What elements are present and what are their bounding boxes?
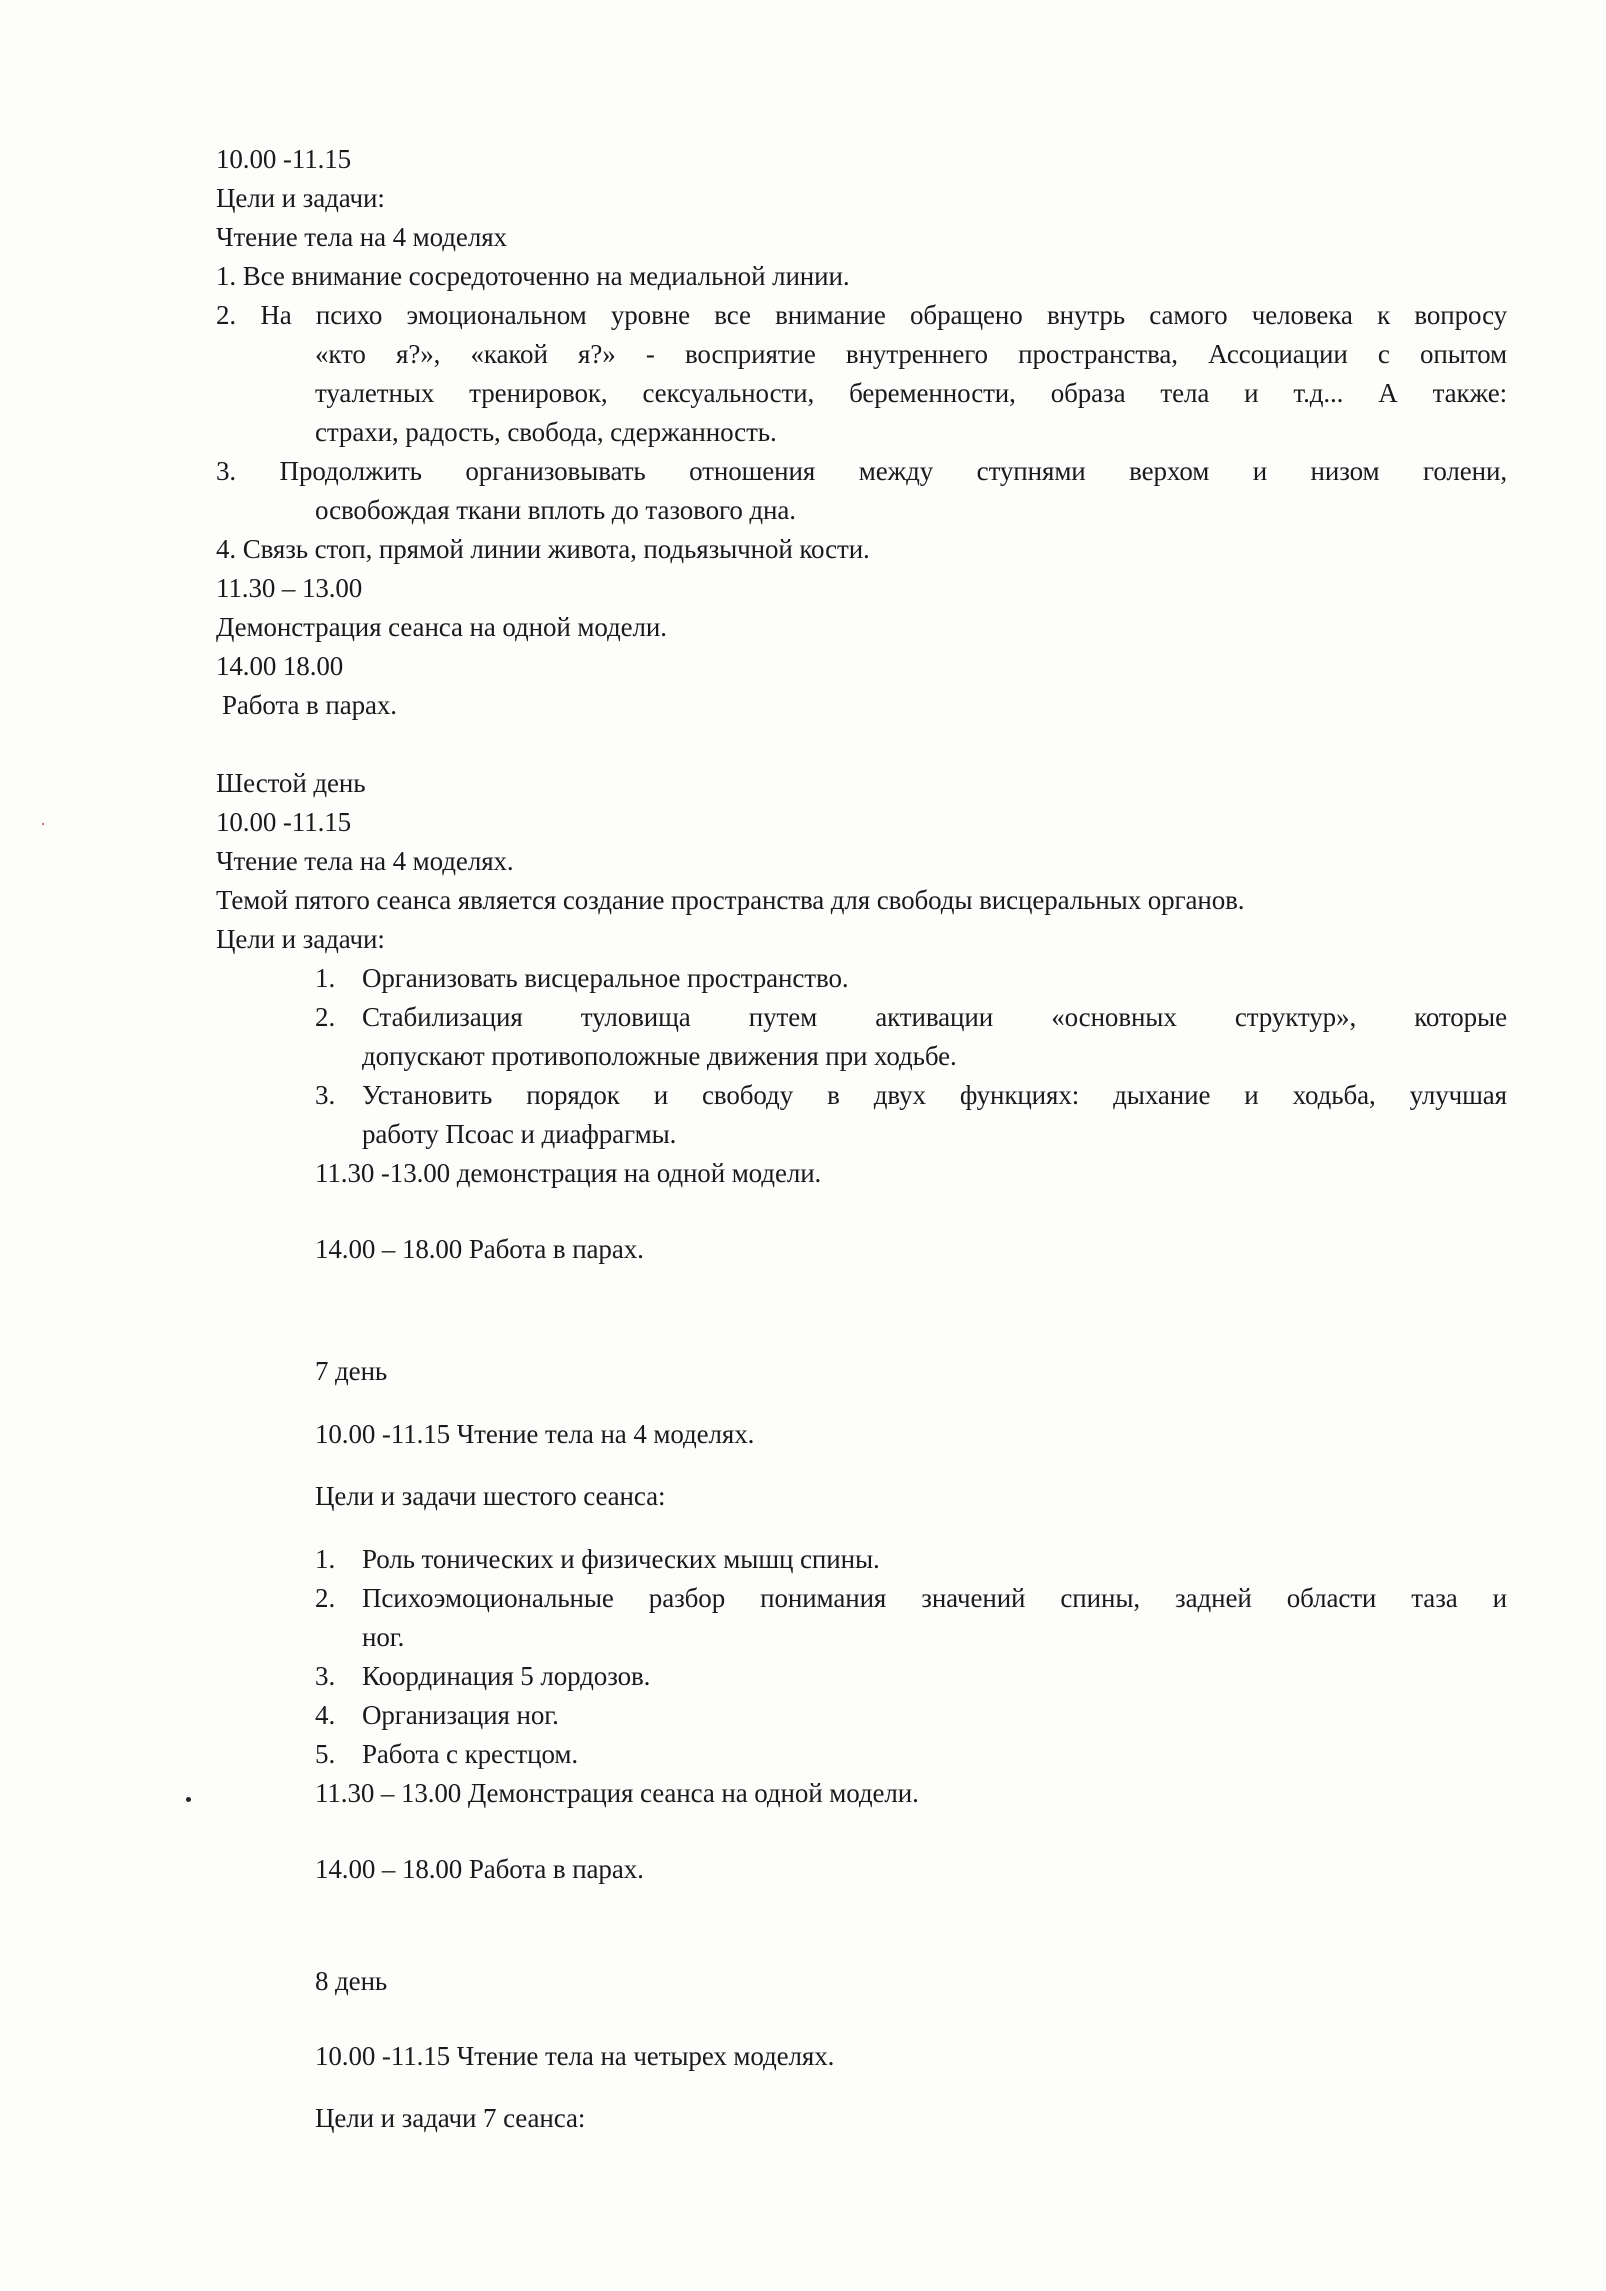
scan-speck bbox=[42, 823, 44, 825]
list-item-continuation: страхи, радость, свобода, сдержанность. bbox=[315, 417, 777, 447]
day-6-demo: 11.30 -13.00 демонстрация на одной модели. bbox=[315, 1158, 822, 1188]
list-number: 3. bbox=[315, 1661, 336, 1691]
day-7-goals-heading: Цели и задачи шестого сеанса: bbox=[315, 1481, 666, 1511]
pairs-text: Работа в парах. bbox=[222, 690, 397, 720]
list-number: 2. bbox=[315, 1583, 336, 1613]
day-7-title: 7 день bbox=[315, 1356, 388, 1386]
list-item: Стабилизация туловища путем активации «основных структур», которые bbox=[362, 1002, 1507, 1032]
day-7-reading: 10.00 -11.15 Чтение тела на 4 моделях. bbox=[315, 1419, 755, 1449]
list-item: Организовать висцеральное пространство. bbox=[362, 963, 849, 993]
demo-text: Демонстрация сеанса на одной модели. bbox=[216, 612, 667, 642]
list-item: 3. Продолжить организовывать отношения между ступнями верхом и низом голени, bbox=[216, 456, 1507, 486]
day-6-goals-heading: Цели и задачи: bbox=[216, 924, 385, 954]
list-item-continuation: освобождая ткани вплоть до тазового дна. bbox=[315, 495, 796, 525]
list-item-continuation: туалетных тренировок, сексуальности, беременности, образа тела и т.д... А также: bbox=[315, 378, 1507, 408]
reading-text: Чтение тела на 4 моделях bbox=[216, 222, 507, 252]
pairs-time: 14.00 18.00 bbox=[216, 651, 344, 681]
list-item: Роль тонических и физических мышц спины. bbox=[362, 1544, 880, 1574]
list-item: 4. Связь стоп, прямой линии живота, подьязычной кости. bbox=[216, 534, 870, 564]
list-number: 4. bbox=[315, 1700, 336, 1730]
day-7-demo: 11.30 – 13.00 Демонстрация сеанса на одной модели. bbox=[315, 1778, 919, 1808]
list-item-continuation: «кто я?», «какой я?» - восприятие внутреннего пространства, Ассоциации с опытом bbox=[315, 339, 1507, 369]
goals-heading: Цели и задачи: bbox=[216, 183, 385, 213]
list-item-continuation: работу Псоас и диафрагмы. bbox=[362, 1119, 677, 1149]
day-8-goals-heading: Цели и задачи 7 сеанса: bbox=[315, 2103, 586, 2133]
list-item-continuation: ног. bbox=[362, 1622, 405, 1652]
day-8-title: 8 день bbox=[315, 1966, 388, 1996]
list-item: 2. На психо эмоциональном уровне все внимание обращено внутрь самого человека к вопросу bbox=[216, 300, 1507, 330]
session-time: 10.00 -11.15 bbox=[216, 144, 352, 174]
list-number: 5. bbox=[315, 1739, 336, 1769]
list-item: Координация 5 лордозов. bbox=[362, 1661, 651, 1691]
list-item: Психоэмоциональные разбор понимания значений спины, задней области таза и bbox=[362, 1583, 1507, 1613]
list-item: Установить порядок и свободу в двух функциях: дыхание и ходьба, улучшая bbox=[362, 1080, 1507, 1110]
scan-speck bbox=[186, 1797, 191, 1802]
day-6-pairs: 14.00 – 18.00 Работа в парах. bbox=[315, 1234, 644, 1264]
list-item-continuation: допускают противоположные движения при ходьбе. bbox=[362, 1041, 957, 1071]
list-number: 2. bbox=[315, 1002, 336, 1032]
list-number: 1. bbox=[315, 1544, 336, 1574]
list-item: Организация ног. bbox=[362, 1700, 559, 1730]
list-item: Работа с крестцом. bbox=[362, 1739, 579, 1769]
day-7-pairs: 14.00 – 18.00 Работа в парах. bbox=[315, 1854, 644, 1884]
list-item: 1. Все внимание сосредоточенно на медиальной линии. bbox=[216, 261, 850, 291]
day-6-time: 10.00 -11.15 bbox=[216, 807, 352, 837]
list-number: 1. bbox=[315, 963, 336, 993]
day-6-theme: Темой пятого сеанса является создание пространства для свободы висцеральных органов. bbox=[216, 885, 1245, 915]
day-8-reading: 10.00 -11.15 Чтение тела на четырех моделях. bbox=[315, 2041, 835, 2071]
day-6-title: Шестой день bbox=[216, 768, 366, 798]
list-number: 3. bbox=[315, 1080, 336, 1110]
demo-time: 11.30 – 13.00 bbox=[216, 573, 363, 603]
day-6-reading: Чтение тела на 4 моделях. bbox=[216, 846, 514, 876]
